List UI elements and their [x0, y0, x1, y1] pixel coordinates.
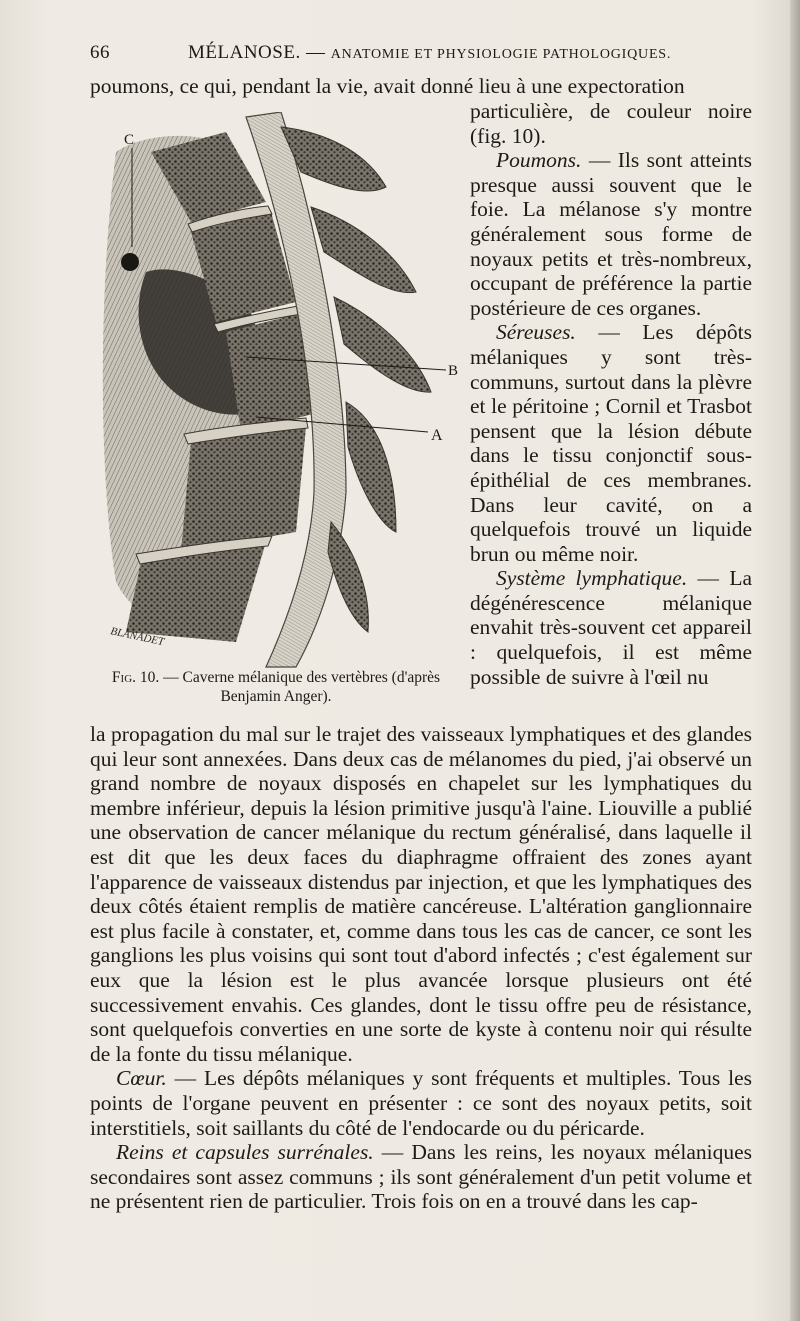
running-title [188, 42, 671, 64]
top-line: poumons, ce qui, pendant la vie, avait donné lieu à une expectoration [90, 74, 685, 98]
running-title-main: MÉLANOSE. — [188, 42, 326, 63]
paragraph-poumons: Poumons. — Ils sont atteints presque aussi souvent que le foie. La mélanose s'y montre généralement sous forme de noyaux petits et très-nombreux, occupant de préférence la partie postérieure de ces organes. [470, 148, 752, 320]
vertebral-body [181, 427, 306, 552]
vertebrae-engraving [96, 112, 462, 672]
section-heading: Poumons. [496, 148, 582, 173]
section-heading: Cœur. [116, 1066, 167, 1091]
section-heading: Séreuses. [496, 320, 576, 345]
spinous-process [334, 297, 431, 392]
section-heading: Reins et capsules surrénales. [116, 1140, 374, 1165]
figure-10 [96, 112, 462, 672]
running-title-sub: ANATOMIE ET PHYSIOLOGIE PATHOLOGIQUES. [330, 47, 672, 62]
spinous-process [311, 207, 416, 293]
label-c: C [124, 132, 135, 148]
paragraph: la propagation du mal sur le trajet des vaisseaux lymphatiques et des glandes qui leur sont annexées. Dans deux cas de mélanomes du pied, j'ai observé un grand nombre de noyaux disposés en chapelet sur les lymphatiques du membre inférieur, depuis la lésion primitive jusqu'à l'aine. Liouville a publié une observation de cancer mélanique du rectum généralisé, dans laquelle il est dit que les deux faces du diaphragme offraient des zones ayant l'apparence de vaisseaux distendus par injection, et que les lymphatiques des deux côtés étaient remplis de matière cancéreuse. L'altération ganglionnaire est plus facile à constater, et, comme dans tous les cas de cancer, ce sont les ganglions les plus voisins qui sont tout d'abord infectés ; c'est également sur eux que la lésion est le plus avancée lorsque plusieurs ont été successivement envahis. Ces glandes, dont le tissu offre peu de résistance, sont quelquefois converties en une sorte de kyste à contenu noir qui résulte de la fonte du tissu mélanique. [90, 722, 752, 1066]
engraver-signature: BLANADET [109, 625, 166, 649]
spinous-process [328, 522, 368, 632]
dark-spot [121, 253, 139, 271]
paragraph-coeur: Cœur. — Les dépôts mélaniques y sont fréquents et multiples. Tous les points de l'organe peuvent en présenter : ce sont des noyaux petits, soit interstitiels, soit saillants du côté de l'endocarde ou du péricarde. [90, 1066, 752, 1140]
paragraph-sereuses: Séreuses. — Les dépôts mélaniques y sont très-communs, surtout dans la plèvre et le péritoine ; Cornil et Trasbot pensent que la lésion débute dans le tissu conjonctif sous-épithélial de ces membranes. Dans leur cavité, on a quelquefois trouvé un liquide brun ou même noir. [470, 320, 752, 566]
label-a: A [431, 427, 443, 444]
figure-label: Fig. 10. [111, 669, 160, 686]
spinous-process [346, 402, 396, 532]
page-edge [790, 0, 800, 1321]
paragraph-systeme-lymphatique: Système lymphatique. — La dégénérescence mélanique envahit très-souvent cet appareil : quelquefois, il est même possible de suivre à l'œil nu [470, 566, 752, 689]
page-number: 66 [90, 42, 110, 63]
label-b: B [448, 363, 459, 379]
paragraph-reins: Reins et capsules surrénales. — Dans les reins, les noyaux mélaniques secondaires sont assez communs ; ils sont généralement d'un petit volume et ne présentent rien de particulier. Trois fois on en a trouvé dans les cap- [90, 1140, 752, 1214]
running-head [90, 40, 755, 70]
full-width-text [90, 722, 752, 1214]
side-column [470, 99, 752, 689]
figure-caption-text: — Caverne mélanique des vertèbres (d'après Benjamin Anger). [159, 669, 441, 705]
paragraph: particulière, de couleur noire (fig. 10). [470, 99, 752, 148]
section-heading: Système lymphatique. [496, 566, 688, 591]
figure-caption [90, 668, 462, 706]
